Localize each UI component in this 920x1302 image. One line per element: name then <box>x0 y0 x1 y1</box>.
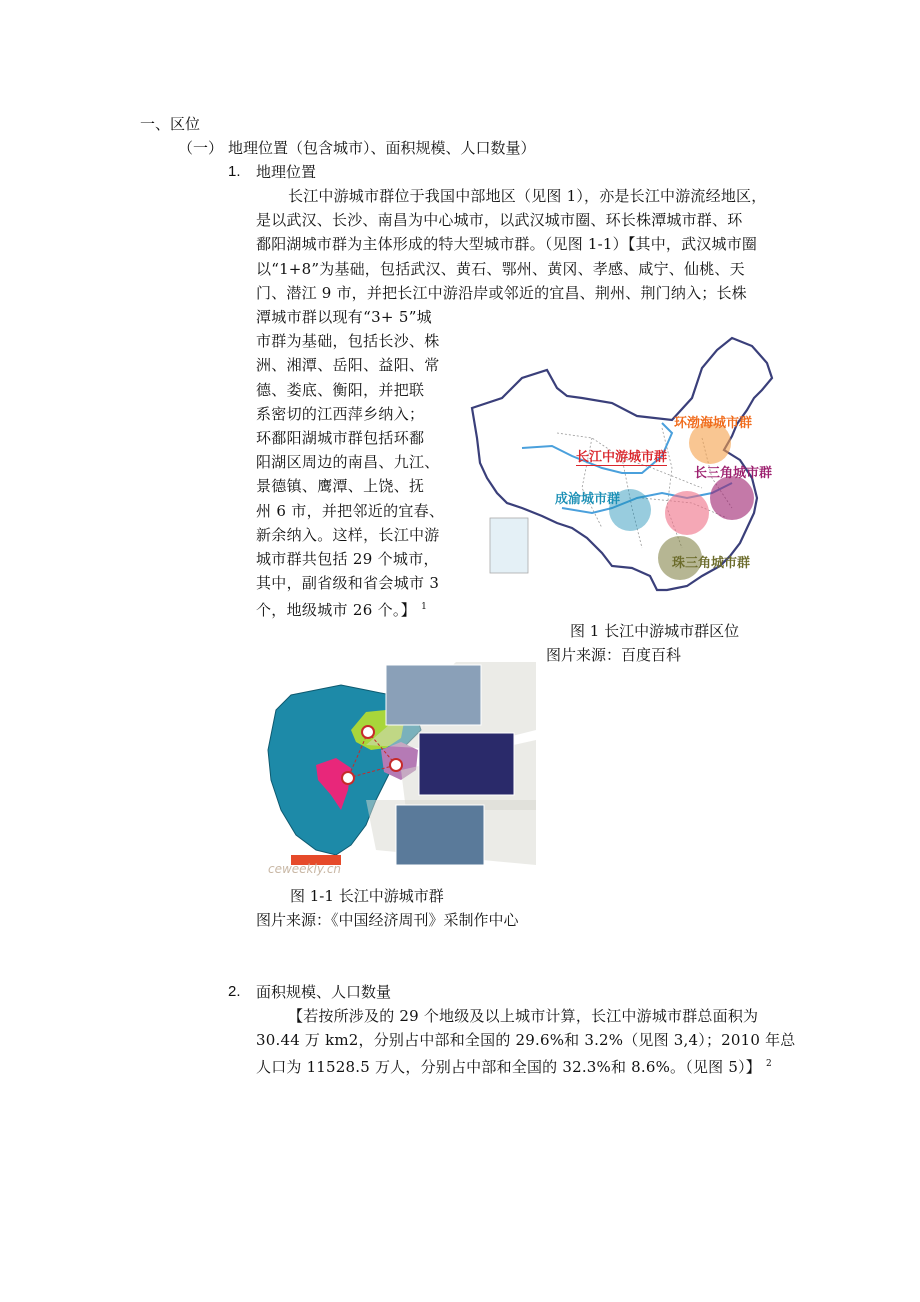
heading-level-3-geolocation: 地理位置 <box>256 163 317 181</box>
paragraph-line: 以“1+8”为基础，包括武汉、黄石、鄂州、黄冈、孝感、咸宁、仙桃、天 <box>256 259 745 278</box>
heading-level-1: 一、区位 <box>140 115 201 133</box>
figure-1-1-caption: 图 1-1 长江中游城市群 <box>290 887 444 905</box>
paragraph-wrapped-text <box>256 305 468 623</box>
paragraph-line: 环鄱阳湖城市群包括环鄱 <box>256 429 425 448</box>
paragraph-line-text: 个，地级城市 26 个。】 <box>256 601 417 620</box>
heading-level-2-number: （一） <box>178 139 224 157</box>
paragraph-line: 洲、湘潭、岳阳、益阳、常 <box>256 356 440 375</box>
photo-port <box>386 665 481 725</box>
photo-buildings <box>396 805 484 865</box>
south-china-sea-inset <box>490 518 528 573</box>
paragraph-line: 【若按所涉及的 29 个地级及以上城市计算，长江中游城市群总面积为 <box>288 1007 759 1025</box>
paragraph-line: 长江中游城市群位于我国中部地区（见图 1），亦是长江中游流经地区， <box>288 187 767 205</box>
paragraph-line: 鄱阳湖城市群为主体形成的特大型城市群。（见图 1-1）【其中，武汉城市圈 <box>256 235 758 254</box>
paragraph-geolocation <box>256 184 808 305</box>
footnote-ref-2[interactable]: 2 <box>765 1059 772 1070</box>
watermark-ceweekly: ceweekly.cn <box>268 862 342 876</box>
heading-level-2: 地理位置（包含城市）、面积规模、人口数量） <box>228 139 536 157</box>
label-bohai: 环渤海城市群 <box>674 416 753 431</box>
figure-1-1-cluster-map <box>256 650 536 880</box>
paragraph-line <box>256 1052 808 1079</box>
label-yangtze-delta: 长三角城市群 <box>694 466 773 481</box>
figure-1-source: 图片来源：百度百科 <box>546 646 682 664</box>
paragraph-line: 景德镇、鹰潭、上饶、抚 <box>256 477 425 496</box>
paragraph-area-population <box>256 1004 808 1080</box>
middle-yangtze-circle <box>665 491 709 535</box>
paragraph-line: 州 6 市，并把邻近的宜春、 <box>256 501 445 520</box>
heading-level-3-number: 1. <box>228 163 241 180</box>
paragraph-line: 市群为基础，包括长沙、株 <box>256 332 440 351</box>
paragraph-line-text: 人口为 11528.5 万人，分别占中部和全国的 32.3%和 8.6%。（见图 5）】 <box>256 1058 761 1077</box>
paragraph-line: 其中，副省级和省会城市 3 <box>256 574 440 593</box>
figure-1-1-source: 图片来源：《中国经济周刊》采制作中心 <box>256 911 519 929</box>
paragraph-line: 新余纳入。这样，长江中游 <box>256 525 440 544</box>
label-chengyu: 成渝城市群 <box>555 492 621 507</box>
heading-level-3-area-population: 面积规模、人口数量 <box>256 983 392 1001</box>
paragraph-line: 门、潜江 9 市，并把长江中游沿岸或邻近的宜昌、荆州、荆门纳入；长株 <box>256 283 747 302</box>
paragraph-line: 阳湖区周边的南昌、九江、 <box>256 453 440 472</box>
label-pearl-delta: 珠三角城市群 <box>672 556 751 571</box>
paragraph-line: 潭城市群以现有“3+ 5”城 <box>256 308 432 326</box>
paragraph-line: 是以武汉、长沙、南昌为中心城市，以武汉城市圈、环长株潭城市群、环 <box>256 211 743 230</box>
paragraph-line: 德、娄底、衡阳，并把联 <box>256 380 425 399</box>
paragraph-line <box>256 595 468 622</box>
label-middle-yangtze: 长江中游城市群 <box>576 446 667 466</box>
cluster-map-graphic <box>256 650 536 880</box>
paragraph-line: 30.44 万 km2，分别占中部和全国的 29.6%和 3.2%（见图 3,4）；2010 年总 <box>256 1031 796 1050</box>
footnote-ref-1[interactable]: 1 <box>421 602 428 613</box>
figure-1-china-map <box>462 328 802 608</box>
paragraph-line: 系密切的江西萍乡纳入； <box>256 404 425 423</box>
paragraph-line: 城市群共包括 29 个城市， <box>256 550 439 569</box>
heading-level-3-number-2: 2. <box>228 983 241 1000</box>
photo-tower <box>419 733 514 795</box>
figure-1-caption: 图 1 长江中游城市群区位 <box>570 622 740 640</box>
yangtze-delta-circle <box>710 476 754 520</box>
